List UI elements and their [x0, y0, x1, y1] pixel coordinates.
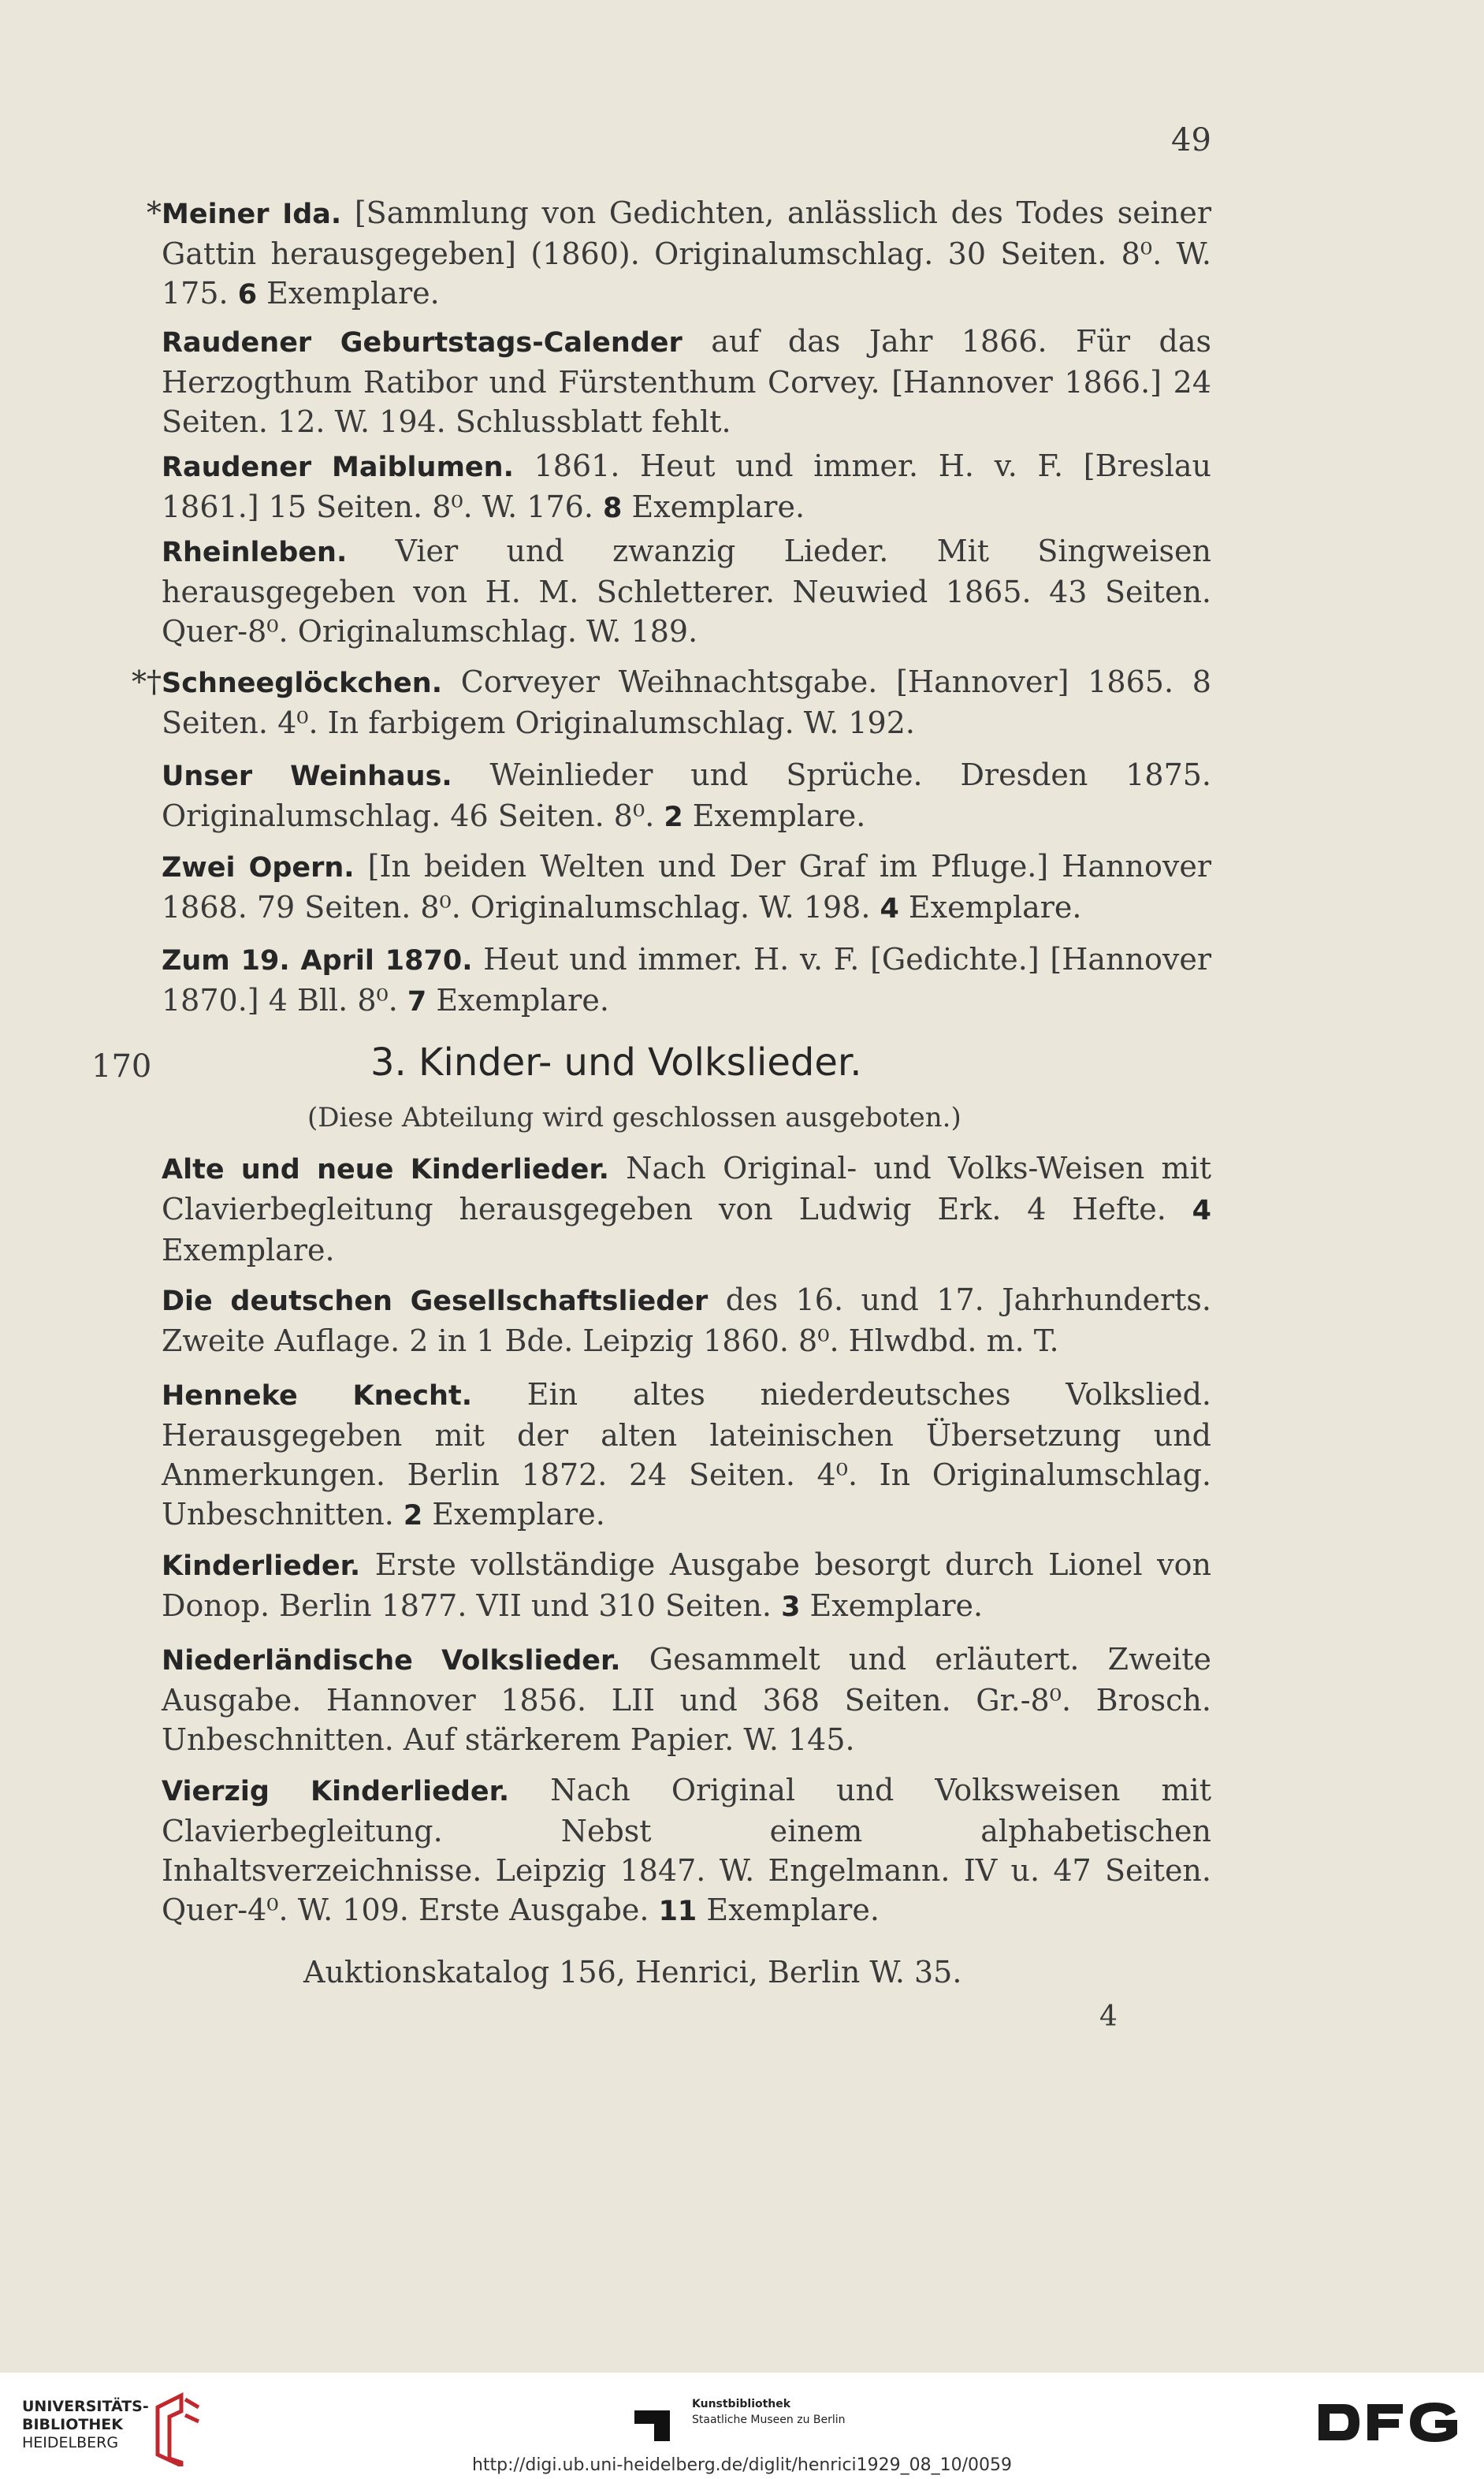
- catalog-entry: [162, 940, 1211, 1022]
- entry-tail: Exemplare.: [257, 276, 440, 311]
- permalink-url[interactable]: http://digi.ub.uni-heidelberg.de/diglit/henrici1929_08_10/0059: [471, 2455, 1013, 2475]
- kb-line2: Staatliche Museen zu Berlin: [692, 2414, 846, 2426]
- entry-title: Niederländische Volkslieder.: [162, 1645, 621, 1677]
- entry-text: auf das Jahr 1866. Für das Herzogthum Ratibor und Fürstenthum Corvey. [Hannover 1866.] 24 Seiten. 12. W. 194. Schlussblatt fehlt.: [162, 324, 1211, 439]
- entry-tail: Exemplare.: [682, 798, 866, 833]
- entry-title: Rheinleben.: [162, 537, 348, 568]
- entry-text: Weinlieder und Sprüche. Dresden 1875. Originalumschlag. 46 Seiten. 8⁰.: [162, 757, 1211, 833]
- entry-tail: Exemplare.: [162, 1233, 335, 1267]
- catalog-entry: [162, 1148, 1211, 1270]
- catalog-entry: [162, 531, 1211, 651]
- entry-title: Unser Weinhaus.: [162, 761, 452, 792]
- entry-title: Die deutschen Gesellschaftslieder: [162, 1286, 709, 1317]
- catalog-entry: [162, 1280, 1211, 1360]
- entry-count: 6: [237, 279, 258, 311]
- running-footer: Auktionskatalog 156, Henrici, Berlin W. 35.: [303, 1955, 962, 1990]
- signature-mark: 4: [1099, 2001, 1118, 2033]
- entry-title: Kinderlieder.: [162, 1550, 361, 1582]
- entry-title: Schneeglöckchen.: [162, 668, 442, 699]
- section-heading: 3. Kinder- und Volkslieder.: [370, 1040, 862, 1085]
- ub-line1: UNIVERSITÄTS-: [22, 2398, 149, 2415]
- entry-text: Heut und immer. H. v. F. [Gedichte.] [Hannover 1870.] 4 Bll. 8⁰.: [162, 942, 1211, 1018]
- entry-title: Vierzig Kinderlieder.: [162, 1776, 510, 1807]
- viewer-footer-bar: [0, 2373, 1484, 2479]
- entry-count: 7: [407, 986, 427, 1018]
- ub-line3: HEIDELBERG: [22, 2434, 119, 2451]
- entry-title: Raudener Maiblumen.: [162, 452, 514, 483]
- entry-title: Alte und neue Kinderlieder.: [162, 1154, 609, 1186]
- entry-title: Henneke Knecht.: [162, 1380, 472, 1412]
- entry-text: des 16. und 17. Jahrhunderts. Zweite Auflage. 2 in 1 Bde. Leipzig 1860. 8⁰. Hlwdbd. m. T.: [162, 1282, 1212, 1358]
- entry-tail: Exemplare.: [622, 489, 805, 524]
- entry-mark: *: [147, 195, 162, 230]
- entry-count: 2: [664, 802, 683, 833]
- entry-text: [In beiden Welten und Der Graf im Pfluge.] Hannover 1868. 79 Seiten. 8⁰. Originalumschlag. W. 198.: [162, 849, 1211, 925]
- section-note: (Diese Abteilung wird geschlossen ausgeboten.): [307, 1102, 961, 1133]
- kunstbibliothek-logo-text[interactable]: [692, 2396, 846, 2428]
- catalog-entry: [162, 1640, 1211, 1759]
- entry-text: Vier und zwanzig Lieder. Mit Singweisen herausgegeben von H. M. Schletterer. Neuwied 1865. 43 Seiten. Quer-8⁰. Originalumschlag. W. 189.: [162, 534, 1211, 649]
- entry-text: [Sammlung von Gedichten, anlässlich des Todes seiner Gattin herausgegeben] (1860). Originalumschlag. 30 Seiten. 8⁰. W. 175.: [162, 195, 1212, 311]
- entry-text: 1861. Heut und immer. H. v. F. [Breslau 1861.] 15 Seiten. 8⁰. W. 176.: [162, 449, 1211, 524]
- kb-line1: Kunstbibliothek: [692, 2398, 791, 2410]
- catalog-entry: [162, 322, 1211, 441]
- kunstbibliothek-logo-icon[interactable]: [630, 2404, 674, 2447]
- lot-number: 170: [91, 1048, 152, 1085]
- catalog-entry: [162, 847, 1211, 929]
- entry-text: Corveyer Weihnachtsgabe. [Hannover] 1865. 8 Seiten. 4⁰. In farbigem Originalumschlag. W. 192.: [162, 664, 1211, 740]
- dfg-logo-icon[interactable]: [1312, 2395, 1462, 2450]
- ub-heidelberg-logo-text[interactable]: [22, 2398, 149, 2452]
- entry-text: Nach Original- und Volks-Weisen mit Clavierbegleitung herausgegeben von Ludwig Erk. 4 Hefte.: [162, 1151, 1212, 1226]
- entry-tail: Exemplare.: [697, 1893, 880, 1927]
- entry-text: Gesammelt und erläutert. Zweite Ausgabe. Hannover 1856. LII und 368 Seiten. Gr.-8⁰. Brosch. Unbeschnitten. Auf stärkerem Papier. W. 145.: [162, 1642, 1211, 1757]
- catalog-entry: [162, 1545, 1211, 1627]
- entry-text: Ein altes niederdeutsches Volkslied. Herausgegeben mit der alten lateinischen Übersetzung und Anmerkungen. Berlin 1872. 24 Seiten. 4⁰. In Originalumschlag. Unbeschnitten.: [162, 1377, 1211, 1532]
- entry-count: 2: [403, 1500, 423, 1532]
- entry-tail: Exemplare.: [422, 1497, 605, 1532]
- entry-count: 8: [603, 493, 623, 524]
- entry-title: Raudener Geburtstags-Calender: [162, 327, 682, 359]
- entry-tail: Exemplare.: [800, 1588, 984, 1623]
- ub-line2: BIBLIOTHEK: [22, 2416, 123, 2433]
- entry-count: 3: [781, 1591, 801, 1623]
- entry-title: Zwei Opern.: [162, 852, 355, 884]
- entry-count: 4: [1192, 1195, 1211, 1226]
- entry-count: 4: [880, 893, 899, 925]
- catalog-entry: [162, 1770, 1211, 1931]
- entry-text: Nach Original und Volksweisen mit Clavierbegleitung. Nebst einem alphabetischen Inhaltsverzeichnisse. Leipzig 1847. W. Engelmann. IV u. 47 Seiten. Quer-4⁰. W. 109. Erste Ausgabe.: [162, 1773, 1211, 1927]
- catalog-entry: [162, 1375, 1211, 1535]
- catalog-entry: [132, 662, 1211, 743]
- catalog-entry: [162, 755, 1211, 837]
- entry-mark: *†: [132, 664, 162, 699]
- page-number: 49: [1171, 122, 1211, 158]
- entry-count: 11: [658, 1896, 697, 1927]
- catalog-entry: [147, 193, 1212, 315]
- entry-title: Meiner Ida.: [162, 199, 342, 230]
- entry-title: Zum 19. April 1870.: [162, 945, 473, 977]
- entry-text: Erste vollständige Ausgabe besorgt durch Lionel von Donop. Berlin 1877. VII und 310 Seiten.: [162, 1547, 1211, 1623]
- entry-tail: Exemplare.: [898, 890, 1082, 925]
- entry-tail: Exemplare.: [426, 983, 609, 1018]
- catalog-entry: [162, 446, 1211, 528]
